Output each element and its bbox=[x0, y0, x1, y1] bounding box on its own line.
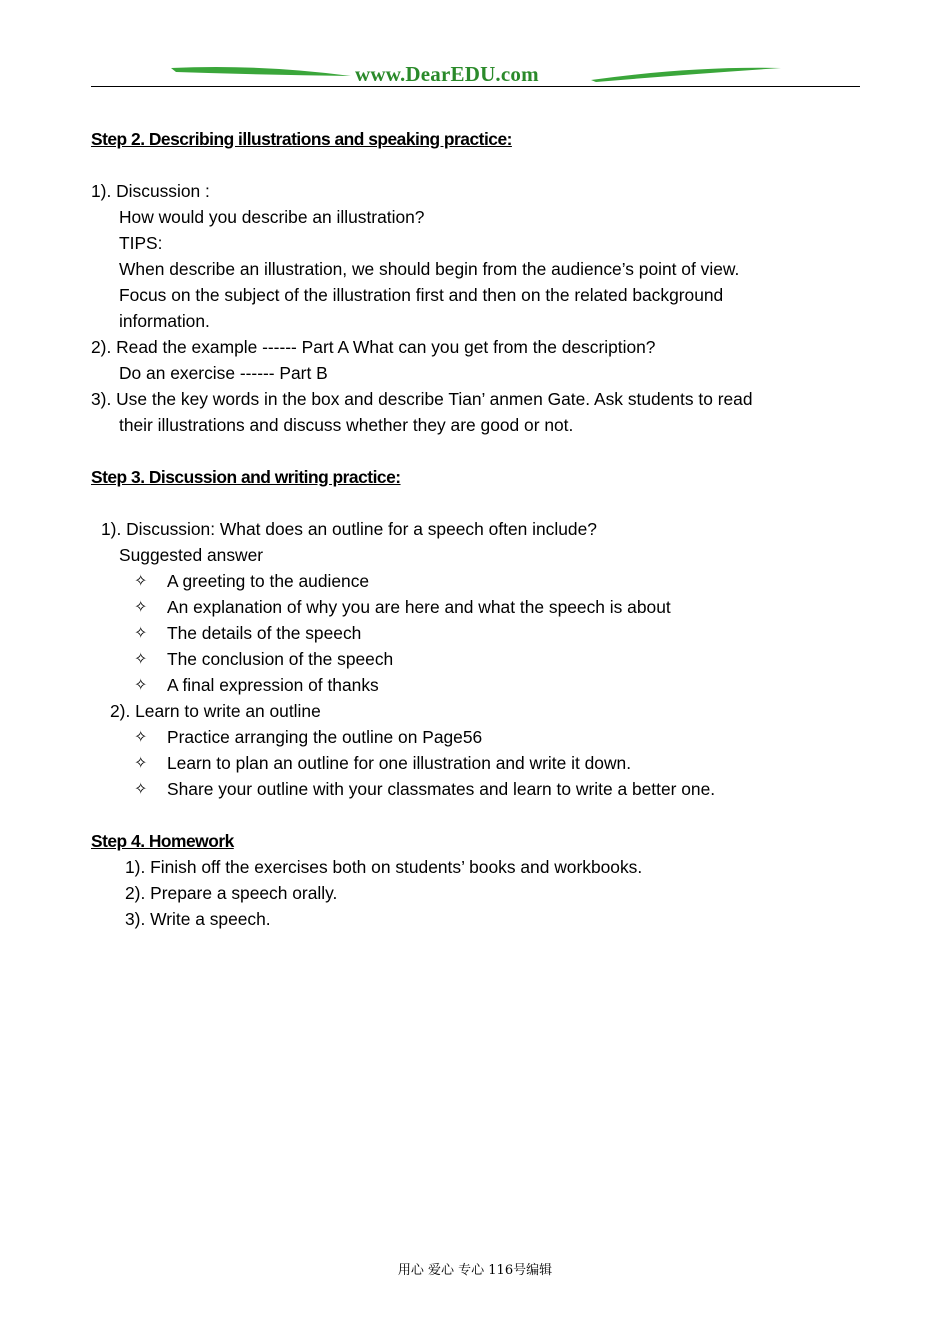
outline-item: An explanation of why you are here and what the speech is about bbox=[167, 597, 671, 617]
outline-item: A final expression of thanks bbox=[167, 675, 379, 695]
bullet-icon: ✧ bbox=[134, 675, 148, 694]
step2-line: 1). Discussion : bbox=[91, 181, 210, 201]
step2-line: Focus on the subject of the illustration first and then on the related background bbox=[119, 285, 724, 305]
bullet-icon: ✧ bbox=[134, 727, 148, 746]
step3-learn: 2). Learn to write an outline bbox=[110, 701, 321, 721]
step2-line: Do an exercise ------ Part B bbox=[119, 363, 328, 383]
homework-item: 2). Prepare a speech orally. bbox=[125, 883, 338, 903]
bullet-icon: ✧ bbox=[134, 623, 148, 642]
step2-line: 3). Use the key words in the box and describe Tian’ anmen Gate. Ask students to read bbox=[91, 389, 753, 409]
homework-item: 3). Write a speech. bbox=[125, 909, 271, 929]
bullet-icon: ✧ bbox=[134, 779, 148, 798]
learn-item: Learn to plan an outline for one illustration and write it down. bbox=[167, 753, 632, 773]
outline-item: The conclusion of the speech bbox=[167, 649, 394, 669]
step2-line: TIPS: bbox=[119, 233, 163, 253]
step3-discussion: 1). Discussion: What does an outline for a speech often include? bbox=[101, 519, 597, 539]
outline-item: The details of the speech bbox=[167, 623, 362, 643]
site-logo[interactable]: www.DearEDU.com bbox=[355, 62, 539, 86]
page-footer: 用心 爱心 专心 116号编辑 bbox=[397, 1263, 553, 1278]
step2-line: their illustrations and discuss whether they are good or not. bbox=[119, 415, 574, 435]
bullet-icon: ✧ bbox=[134, 597, 148, 616]
learn-item: Share your outline with your classmates and learn to write a better one. bbox=[167, 779, 716, 799]
learn-item: Practice arranging the outline on Page56 bbox=[167, 727, 483, 747]
header-divider bbox=[91, 86, 860, 87]
step4-heading: Step 4. Homework bbox=[91, 831, 234, 851]
homework-item: 1). Finish off the exercises both on students’ books and workbooks. bbox=[125, 857, 643, 877]
step2-line: 2). Read the example ------ Part A What can you get from the description? bbox=[91, 337, 656, 357]
bullet-icon: ✧ bbox=[134, 649, 148, 668]
step2-heading: Step 2. Describing illustrations and speaking practice: bbox=[91, 129, 512, 149]
step2-line: information. bbox=[119, 311, 210, 331]
bullet-icon: ✧ bbox=[134, 571, 148, 590]
step3-suggested: Suggested answer bbox=[119, 545, 264, 565]
left-swoosh bbox=[171, 67, 351, 76]
step2-line: When describe an illustration, we should begin from the audience’s point of view. bbox=[119, 259, 740, 279]
bullet-icon: ✧ bbox=[134, 753, 148, 772]
step2-line: How would you describe an illustration? bbox=[119, 207, 425, 227]
outline-item: A greeting to the audience bbox=[167, 571, 370, 591]
right-swoosh bbox=[591, 68, 781, 82]
step3-heading: Step 3. Discussion and writing practice: bbox=[91, 467, 401, 487]
